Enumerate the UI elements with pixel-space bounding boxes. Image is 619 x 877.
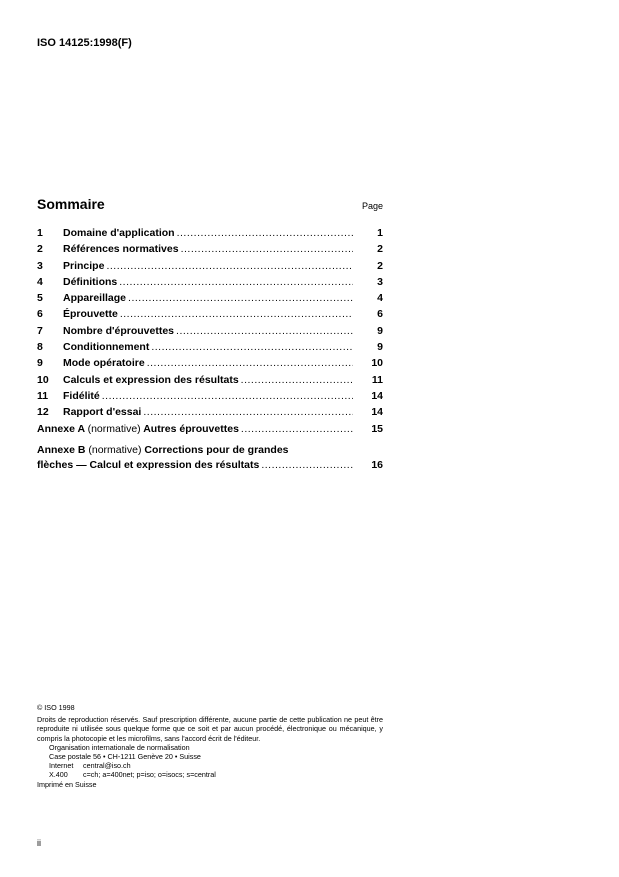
toc-leader bbox=[241, 422, 353, 436]
printed-in: Imprimé en Suisse bbox=[37, 779, 97, 789]
toc-entry-number: 1 bbox=[37, 227, 43, 239]
x400-row bbox=[49, 770, 383, 779]
toc-entry-title: Conditionnement bbox=[63, 341, 150, 354]
toc-entry-number: 7 bbox=[37, 324, 43, 337]
x400-value: c=ch; a=400net; p=iso; o=isocs; s=central bbox=[83, 770, 216, 780]
toc-leader bbox=[261, 458, 353, 472]
toc-entry-title: Domaine d'application bbox=[63, 227, 175, 239]
annex-a-title bbox=[37, 422, 239, 436]
toc-entry[interactable] bbox=[37, 356, 383, 372]
toc-entry-page: 9 bbox=[377, 341, 383, 354]
annex-b-title bbox=[37, 443, 289, 457]
toc-leader bbox=[181, 242, 353, 256]
toc-entry-title: Rapport d'essai bbox=[63, 406, 142, 419]
toc-entry-page: 9 bbox=[377, 324, 383, 337]
toc-leader bbox=[151, 340, 353, 354]
x400-label: X.400 bbox=[49, 770, 68, 780]
toc-entry-page: 11 bbox=[371, 373, 383, 386]
publisher-org: Organisation internationale de normalisation bbox=[49, 742, 190, 752]
internet-label: Internet bbox=[49, 761, 74, 771]
toc-entry[interactable] bbox=[37, 291, 383, 307]
annex-b-heading-line2: flèches — Calcul et expression des résultats bbox=[37, 458, 260, 471]
toc-entry-page: 3 bbox=[377, 275, 383, 288]
toc-entry-number: 6 bbox=[37, 308, 43, 321]
toc-entry-title: Références normatives bbox=[63, 243, 179, 256]
toc-entry-number: 9 bbox=[37, 357, 43, 370]
toc-entry-number: 11 bbox=[37, 389, 49, 402]
toc-entry-page: 1 bbox=[377, 227, 383, 239]
toc-entry-title: Appareillage bbox=[63, 292, 127, 305]
toc-entry-title: Fidélité bbox=[63, 389, 100, 402]
publisher-postal: Case postale 56 • CH-1211 Genève 20 • Suisse bbox=[49, 752, 201, 762]
toc-leader bbox=[177, 226, 353, 240]
toc-entry-page: 14 bbox=[371, 389, 383, 402]
toc-entry[interactable] bbox=[37, 275, 383, 291]
toc-leader bbox=[120, 307, 353, 321]
document-id: ISO 14125:1998(F) bbox=[37, 37, 132, 49]
toc-entry-title: Principe bbox=[63, 259, 105, 272]
toc-entry-page: 14 bbox=[371, 406, 383, 419]
toc-leader bbox=[143, 405, 353, 419]
toc-leader bbox=[241, 373, 353, 387]
toc-annex-b-continued[interactable] bbox=[37, 458, 383, 474]
toc-entry-number: 5 bbox=[37, 292, 43, 305]
internet-row bbox=[49, 761, 383, 770]
toc-annex-b[interactable] bbox=[37, 443, 383, 458]
toc-entry[interactable] bbox=[37, 259, 383, 275]
internet-value[interactable]: central@iso.ch bbox=[83, 761, 131, 771]
annex-b-heading-line1: Corrections pour de grandes bbox=[144, 443, 289, 456]
toc-entry-number: 2 bbox=[37, 243, 43, 256]
copyright-notice bbox=[37, 703, 383, 789]
toc-entry[interactable] bbox=[37, 307, 383, 323]
annex-a-type: (normative) bbox=[87, 422, 141, 435]
toc-leader bbox=[176, 324, 353, 338]
toc-leader bbox=[106, 259, 353, 273]
table-of-contents bbox=[37, 226, 383, 474]
toc-entry-page: 16 bbox=[371, 458, 383, 471]
page-number: ii bbox=[37, 838, 41, 848]
annex-b-type: (normative) bbox=[88, 443, 142, 456]
annex-a-heading: Autres éprouvettes bbox=[143, 422, 239, 435]
toc-entry-title: Nombre d'éprouvettes bbox=[63, 324, 175, 337]
toc-entry-title: Définitions bbox=[63, 275, 118, 288]
toc-leader bbox=[147, 356, 353, 370]
toc-entry-page: 10 bbox=[371, 357, 383, 370]
toc-entry[interactable] bbox=[37, 324, 383, 340]
toc-entry-number: 3 bbox=[37, 259, 43, 272]
toc-entry-title: Éprouvette bbox=[63, 308, 118, 321]
publisher-address bbox=[37, 743, 383, 780]
toc-entry[interactable] bbox=[37, 242, 383, 258]
toc-entry-number: 8 bbox=[37, 341, 43, 354]
toc-leader bbox=[102, 389, 353, 403]
toc-entry[interactable] bbox=[37, 226, 383, 242]
toc-entry-title: Mode opératoire bbox=[63, 357, 145, 370]
annex-a-label: Annexe A bbox=[37, 422, 85, 435]
toc-leader bbox=[119, 275, 353, 289]
toc-entry-number: 10 bbox=[37, 373, 49, 386]
toc-entry[interactable] bbox=[37, 373, 383, 389]
toc-entry[interactable] bbox=[37, 405, 383, 421]
toc-entry[interactable] bbox=[37, 389, 383, 405]
toc-title: Sommaire bbox=[37, 196, 105, 212]
toc-entry-number: 4 bbox=[37, 275, 43, 288]
copyright-line: © ISO 1998 bbox=[37, 703, 75, 712]
toc-entry[interactable] bbox=[37, 340, 383, 356]
toc-entry-page: 6 bbox=[377, 308, 383, 321]
toc-entry-page: 4 bbox=[377, 292, 383, 305]
toc-leader bbox=[128, 291, 353, 305]
toc-entry-page: 15 bbox=[371, 422, 383, 435]
toc-entry-page: 2 bbox=[377, 259, 383, 272]
toc-page-column-label: Page bbox=[361, 201, 383, 211]
toc-entry-number: 12 bbox=[37, 406, 49, 419]
rights-statement: Droits de reproduction réservés. Sauf prescription différente, aucune partie de cette publication ne peut être reproduite ni utilisée sous quelque forme que ce soit et par aucun procédé, électronique ou mécanique, y compris la photocopie et les microfilms, sans l'accord écrit de l'éditeur. bbox=[37, 715, 383, 743]
toc-annex-a[interactable] bbox=[37, 422, 383, 438]
toc-entry-page: 2 bbox=[377, 243, 383, 256]
annex-b-label: Annexe B bbox=[37, 443, 86, 456]
toc-entry-title: Calculs et expression des résultats bbox=[63, 373, 239, 386]
